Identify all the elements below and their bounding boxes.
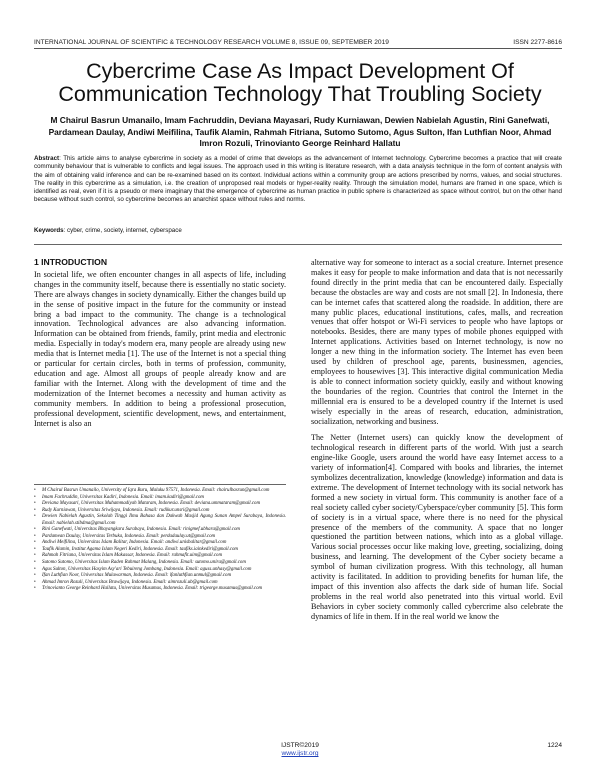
footnote-item: • Trinovianto George Reinhard Hallatu, Universitas Musamus, Indonesia. Email: trigeorge.musamus@gmail.com (34, 586, 286, 593)
footnote-item: • Sutomo Sutomo, Universitas Islam Raden Rahmat Malang, Indonesia. Email: sutomo.unira@gmail.com (34, 560, 286, 567)
keywords-label: Keywords (34, 227, 64, 234)
footnote-item: • Andiwi Meifilina, Universitas Islam Balitar, Indonesia. Email: andiwi.unisbalitar@gmail.com (34, 540, 286, 547)
page-footer (0, 742, 600, 758)
footnote-item: • M Chairul Basrun Umanailo, University of Iqra Buru, Maluku 97571, Indonesia. Email: chairulbasrun@gmail.com (34, 488, 286, 495)
body-paragraph: alternative way for someone to interact as a social creature. Internet presence makes it easy for people to make information and data that is not necessarily found directly in the print media that can be encountered daily. Especially because the obstacles are way and costs are not small [2]. In Indonesia, there can be internet cafes that scattered along the roadside. In addition, there are many public places, educational institutions, cafes, malls, and recreation venues that offer hotspot or Wi-Fi services to people who have laptops or notebooks. Besides, there are many types of mobile phones equipped with Internet applications. Activities based on Internet technology, is now no longer a new thing in the information society. The Internet has even been used by children of preschool age, parents, businessmen, agencies, employees to housewives [3]. This interactive digital communication Media is able to connect information society quickly, easily and without knowing the boundaries of the region. Countries that control the Internet in the millennial era is ensured to be a developed country if the Internet is used wisely especially in the areas of research, education, administration, socialization, networking and business. (311, 258, 563, 426)
running-header (34, 37, 562, 47)
author-affiliations (34, 488, 286, 593)
page-number: 1224 (547, 742, 562, 749)
footnote-divider (34, 484, 286, 485)
header-divider (34, 48, 562, 49)
abstract-text: : This article aims to analyse cybercrime in society as a model of crime that develops as the advancement of Internet technology. Cybercrime becomes a practice that will create community behaviour that is vulnerable to conflicts and legal issues. The approach used in this writing is literature research, with a data analysis technique in the form of content analysis with the aim of obtaining valid inference and can be re-examined based on its context. Individual actions within a community group are actions prescribed by norms, values, and social structures. The reality in this cybercrime as a simulation, i.e. the creation of unproposed real models or hyper-reality reality. Through the simulation model, humans are framed in one space, which is identified as real, even if it is a pseudo or mere imaginary that the emergence of cybercrime as human practice in public sphere is characterized as space without control, but on the other hand because without such control, so cybercrime becomes an anarchist space without rules and norms. (34, 155, 562, 204)
author-list: M Chairul Basrun Umanailo, Imam Fachruddin, Deviana Mayasari, Rudy Kurniawan, Dewien Nabielah Agustin, Rini Ganefwati, Pardamean Daulay, Andiwi Meifilina, Taufik Alamin, Rahmah Fitriana, Sutomo Sutomo, Agus Sulton, Ifan Luthfian Noor, Ahmad Imron Rozuli, Trinovianto George Reinhard Hallatu (48, 115, 552, 148)
keywords-text: : cyber, crime, society, internet, cyberspace (63, 227, 182, 234)
footnote-item: • Dewien Nabielah Agustin, Sekolah Tinggi Ilmu Bahasa dan Dakwah Masjid Agung Sunan Ampel Surabaya, Indonesia. Email: nabielah.stibdma@gmail.com (34, 514, 286, 527)
footnote-item: • Agus Sulton, Universitas Hasyim Asy'ari Tebuireng Jombang, Indonesia. Email: aguss.unhasy@gmail.com (34, 567, 286, 574)
footnote-item: • Imam Fachruddin, Universitas Kadiri, Indonesia. Email: imam.kadiri@gmail.com (34, 495, 286, 502)
abstract (34, 155, 562, 205)
section-number: 1 (34, 257, 39, 267)
journal-url-link[interactable]: www.ijstr.org (281, 750, 319, 757)
body-paragraph: The Netter (Internet users) can quickly know the development of technological research in different parts of the world. With just a search engine-like Google, users around the world have easy Internet access to a variety of information[4]. Compared with books and libraries, the internet symbolizes decentralization, knowledge (knowledge) information and data is extreme. The development of Internet technology with its social network has formed a new society in virtual form. This community is another face of a real society called cyber society/Cyberspace/cyber community [5]. This form of society is in a virtual space, where there is no need for the physical presence of the members of the community. A space that no longer questioned the partition between nations, which into as a global village. Various social processes occur like making love, greeting, socializing, doing business, and learning. The development of the Cyber society became a symbol of human civilization progress. With this technology, all human activity is facilitated. In addition to providing benefits for human life, the impact of this invention also affects the dark side of human life. Social problems in the real world also penetrated into this virtual world. Evil Behaviors in cyber society commonly called cybercrime also celebrate the dynamics of life in them. If in the real world we know the (311, 433, 563, 621)
section-divider (34, 244, 562, 245)
footnote-item: • Ifan Luthfian Noor, Universitas Mulawarman, Indonesia. Email: ifanluthfian.unmul@gmail.com (34, 573, 286, 580)
footnote-item: • Rudy Kurniawan, Universitas Sriwijaya, Indonesia. Email: rudikur.unsri@gmail.com (34, 508, 286, 515)
right-column (311, 258, 563, 622)
section-title: INTRODUCTION (41, 257, 108, 267)
footnote-item: • Deviana Mayasari, Universitas Muhammadiyah Mataram, Indonesia. Email: deviana.ummataram@gmail.com (34, 501, 286, 508)
abstract-label: Abstract (34, 155, 60, 162)
footnote-item: • Pardamean Daulay, Universitas Terbuka, Indonesia. Email: perdadaulay.ut@gmail.com (34, 534, 286, 541)
footnote-item: • Taufik Alamin, Institut Agama Islam Negeri Kediri, Indonesia. Email: taufiks.iainkediri@gmail.com (34, 547, 286, 554)
body-paragraph: In societal life, we often encounter changes in all aspects of life, including changes in the community itself, because there is essentially no static society. There are always changes in society dynamically. Either the changes build up in the sense of positive impact in the future for the community or instead bring a bad impact to the community. The change is a technological innovation. Technological advances are also advancing information. Information can be obtained from friends, family, print media and electronic media. Especially in today's modern era, many people are already using new media that is Internet media [1]. The use of the Internet is not a special thing or particular for certain circles, both in terms of profession, community, education and age. Almost all groups of people already know and are familiar with the Internet. Along with the development of time and the modernization of the Internet becomes a necessity and human activity as community members. In addition to being a professional prosecution, professional development, scientific development, news, and entertainment, Internet is also an (34, 269, 286, 428)
footnote-item: • Rahmah Fitriana, Universitas Islam Makassar, Indonesia. Email: rahmafit.uim@gmail.com (34, 553, 286, 560)
left-column (34, 258, 286, 428)
issn: ISSN 2277-8616 (513, 38, 562, 46)
journal-name: INTERNATIONAL JOURNAL OF SCIENTIFIC & TECHNOLOGY RESEARCH VOLUME 8, ISSUE 09, SEPTEMBER 2019 (34, 38, 389, 46)
section-heading (34, 258, 286, 268)
footnote-item: • Ahmad Imron Rozuli, Universitas Brawijaya, Indonesia. Email: aimrozuli.ub@gmail.com (34, 580, 286, 587)
copyright-code: IJSTR©2019 (281, 742, 319, 749)
paper-title: Cybercrime Case As Impact Development Of Communication Technology That Troubling Society (58, 59, 542, 106)
footnote-item: • Rini Ganefwati, Universitas Bhayangkara Surabaya, Indonesia. Email: rinigmef.ubhara@gmail.com (34, 527, 286, 534)
keywords (34, 227, 562, 234)
